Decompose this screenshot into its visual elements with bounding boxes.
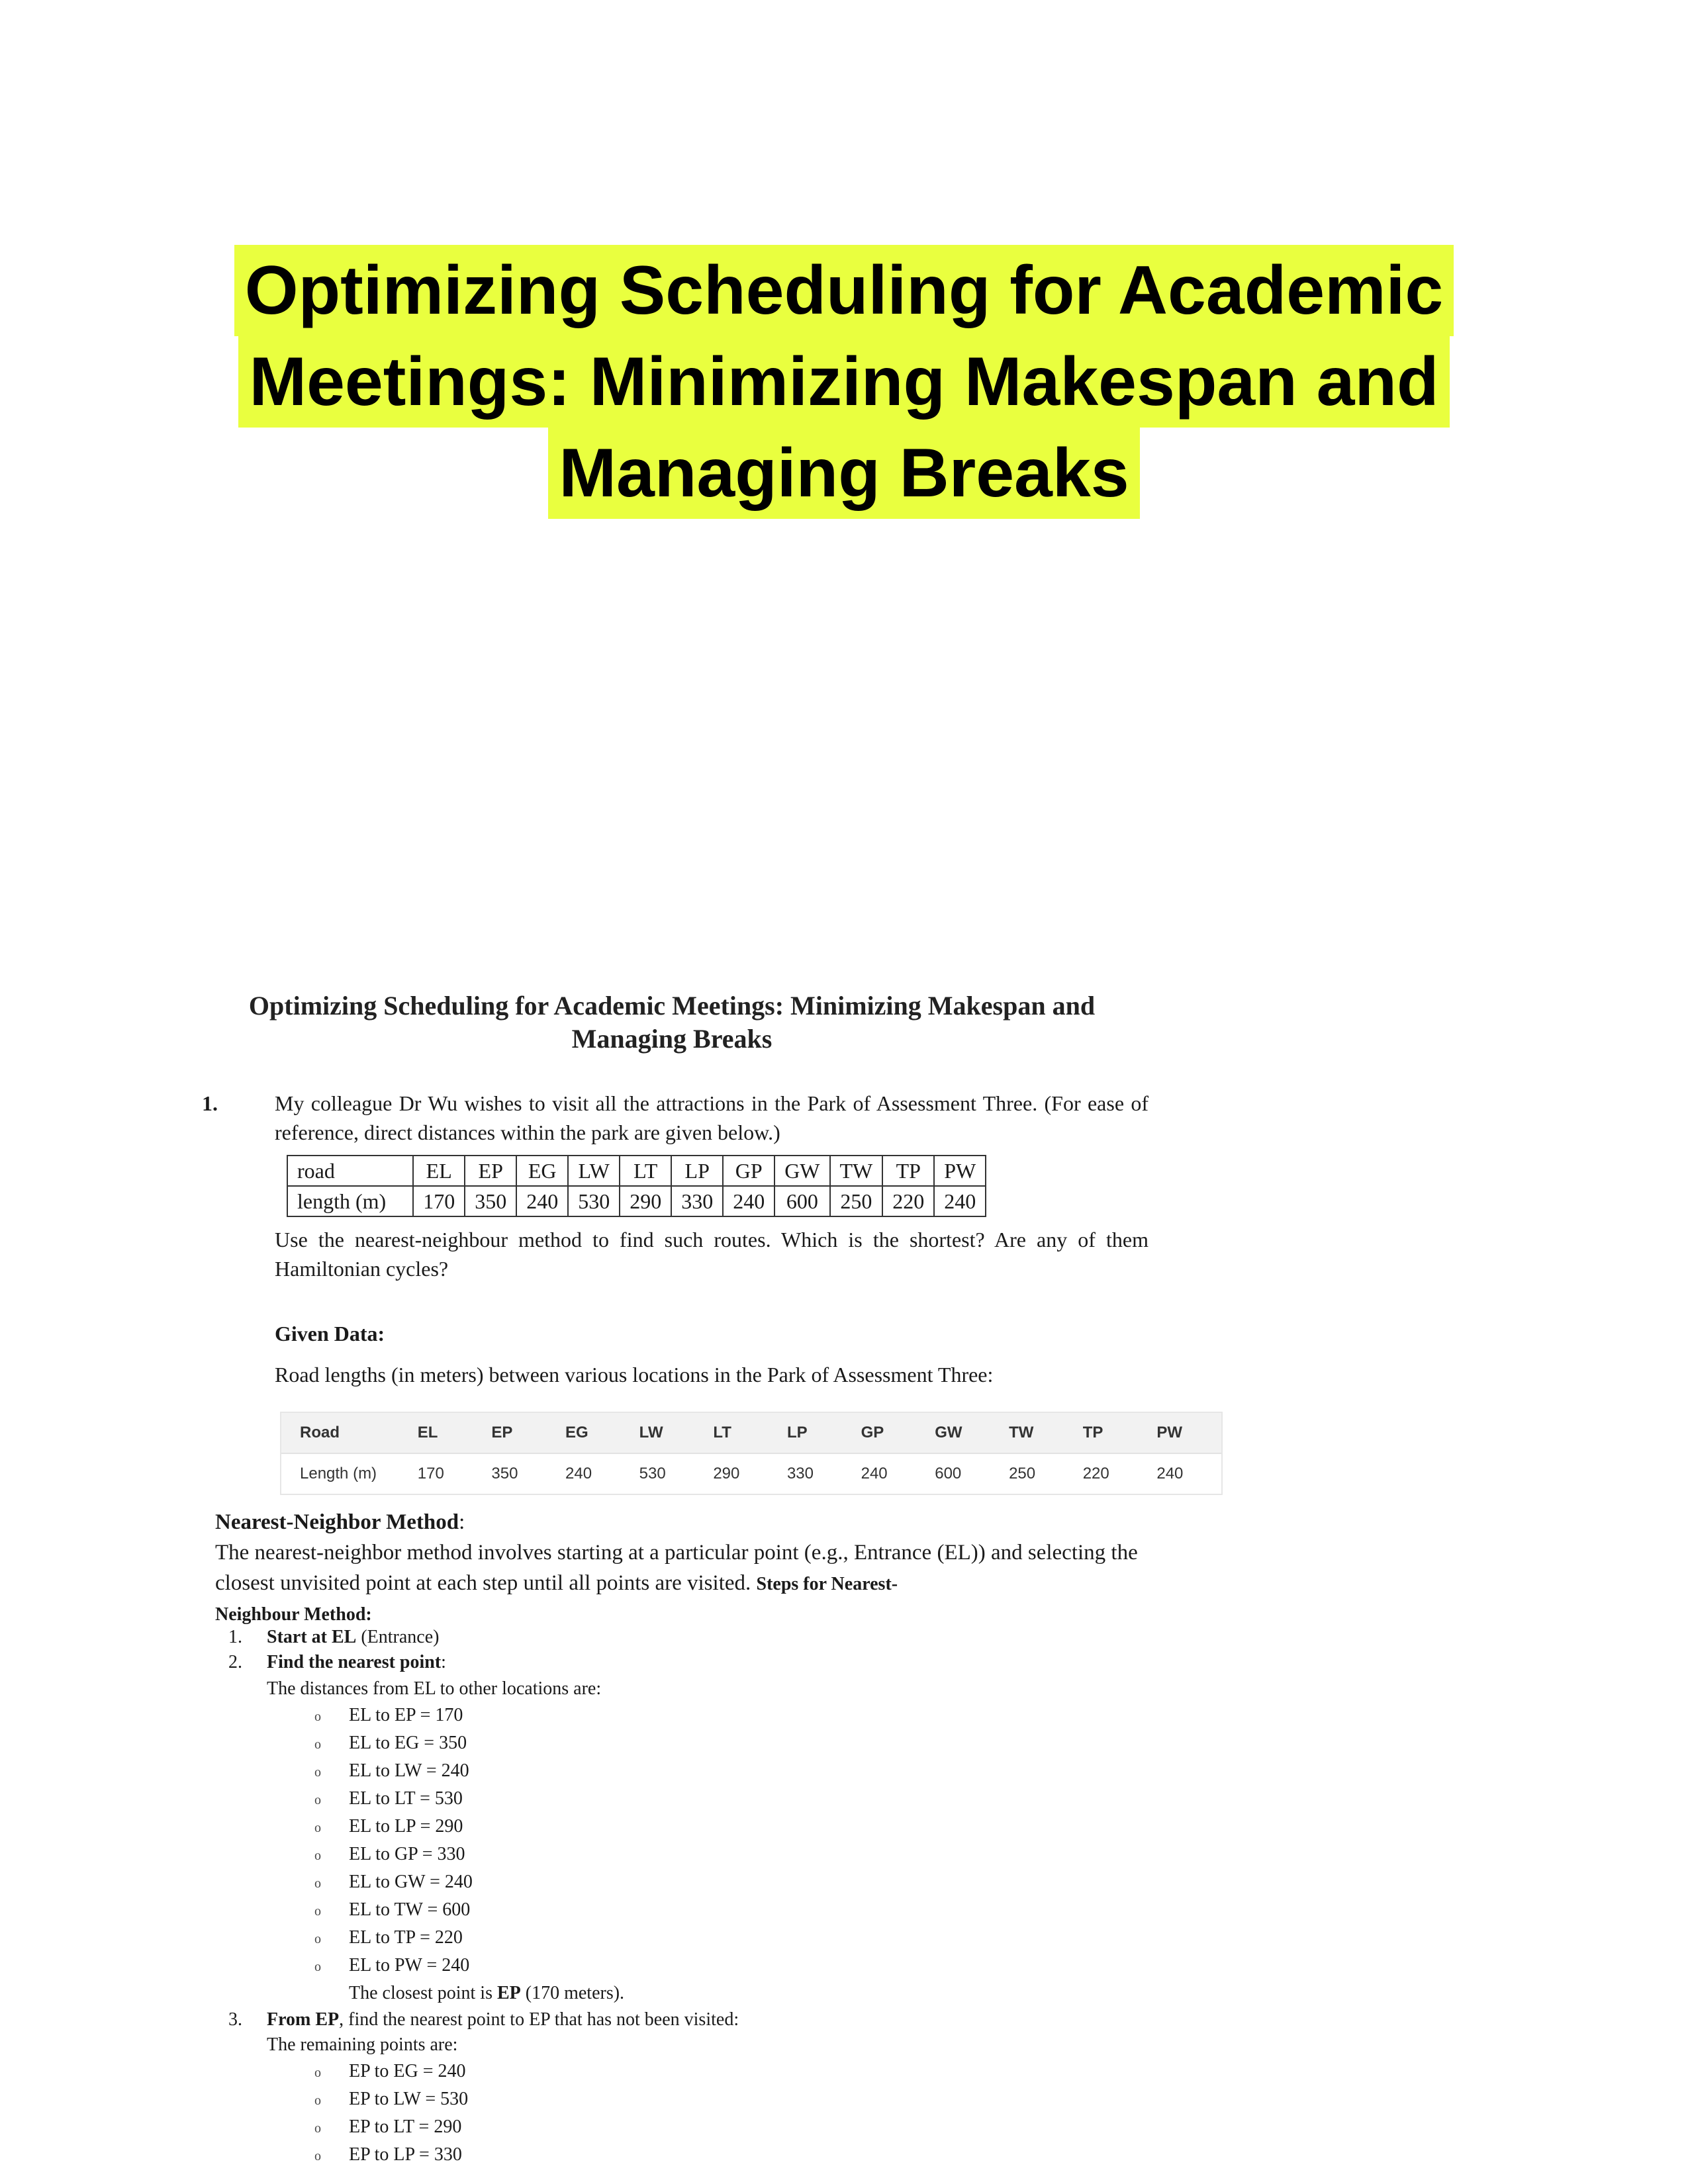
document-snapshot	[202, 989, 1221, 2165]
el-distance-item	[314, 1757, 469, 1786]
el-distance-item	[314, 1924, 463, 1953]
bullet-glyph: o	[314, 1737, 321, 1752]
closest-a: The closest point is	[349, 1983, 497, 2003]
table-cell: 220	[1074, 1453, 1148, 1494]
table-cell: Road	[281, 1413, 408, 1453]
nn-heading-text: Nearest-Neighbor Method	[215, 1510, 459, 1534]
bullet-glyph: o	[314, 1876, 321, 1891]
document-title-line-2: Managing Breaks	[571, 1024, 773, 1054]
table-cell: 220	[882, 1186, 934, 1216]
step-3	[228, 2006, 739, 2034]
table-cell: 290	[704, 1453, 778, 1494]
el-distance-item	[314, 1813, 463, 1842]
question-number: 1.	[202, 1091, 218, 1115]
el-distance-item	[314, 1785, 463, 1814]
table-cell: LP	[671, 1156, 723, 1186]
cover-title-line-2: Meetings: Minimizing Makespan and	[238, 336, 1449, 428]
given-data-text: Road lengths (in meters) between various locations in the Park of Assessment Three:	[275, 1363, 994, 1387]
nn-description	[215, 1537, 1155, 1629]
step-1-bold: Start at EL	[267, 1627, 357, 1647]
table-cell: LP	[778, 1413, 852, 1453]
closest-c: (170 meters).	[520, 1983, 625, 2003]
clean-table-length-row	[281, 1453, 1221, 1494]
bullet-glyph: o	[314, 1960, 321, 1974]
table-cell: LW	[568, 1156, 620, 1186]
el-distance-text: EL to LP = 290	[349, 1816, 463, 1837]
el-distance-text: EL to GP = 330	[349, 1844, 465, 1864]
bullet-glyph: o	[314, 2066, 321, 2080]
table-cell: Length (m)	[281, 1453, 408, 1494]
table-cell: 240	[723, 1186, 774, 1216]
ep-distance-item	[314, 2058, 466, 2087]
step-1	[228, 1623, 439, 1651]
table-cell: TW	[1000, 1413, 1074, 1453]
document-title-line-1: Optimizing Scheduling for Academic Meetings: Minimizing Makespan and	[248, 991, 1096, 1021]
el-distance-text: EL to GW = 240	[349, 1872, 473, 1892]
clean-table-header-row	[281, 1413, 1221, 1453]
closest-point-note	[349, 1979, 624, 2007]
table-cell: road	[287, 1156, 413, 1186]
table-cell: GW	[925, 1413, 1000, 1453]
table-cell: 600	[774, 1186, 829, 1216]
nn-heading-colon: :	[459, 1510, 465, 1534]
bullet-glyph: o	[314, 1848, 321, 1863]
ep-distance-item	[314, 2141, 462, 2170]
el-distance-text: EL to EP = 170	[349, 1705, 463, 1725]
table-cell: 350	[465, 1186, 516, 1216]
ep-distance-text: EP to LT = 290	[349, 2116, 462, 2137]
road-table-length-row	[287, 1186, 986, 1216]
table-cell: 240	[1147, 1453, 1221, 1494]
el-distance-text: EL to PW = 240	[349, 1955, 470, 1976]
nn-steps-heading-b: Neighbour Method:	[215, 1604, 372, 1625]
el-distance-item	[314, 1729, 467, 1758]
step-2-intro: The distances from EL to other locations are:	[267, 1678, 602, 1699]
step-2	[228, 1649, 446, 1676]
cover-title	[0, 245, 1688, 519]
el-distance-item	[314, 1868, 473, 1897]
bullet-glyph: o	[314, 2121, 321, 2136]
nn-description-text: The nearest-neighbor method involves starting at a particular point (e.g., Entrance (EL)) and selecting the closest unvisited point at each step until all points are visited.	[215, 1541, 1138, 1595]
table-cell: 600	[925, 1453, 1000, 1494]
table-cell: 250	[1000, 1453, 1074, 1494]
cover-title-line-1: Optimizing Scheduling for Academic	[234, 245, 1454, 336]
bullet-glyph: o	[314, 1821, 321, 1835]
el-distance-text: EL to TW = 600	[349, 1899, 471, 1920]
table-cell: TP	[1074, 1413, 1148, 1453]
bullet-glyph: o	[314, 1793, 321, 1807]
table-cell: 240	[556, 1453, 630, 1494]
step-2-number: 2.	[228, 1652, 242, 1672]
el-distance-item	[314, 1952, 469, 1981]
cover-title-line-3: Managing Breaks	[548, 428, 1139, 519]
table-cell: 240	[934, 1186, 986, 1216]
el-distance-text: EL to EG = 350	[349, 1733, 467, 1753]
table-cell: LW	[630, 1413, 704, 1453]
table-cell: 530	[630, 1453, 704, 1494]
ep-distance-item	[314, 2085, 468, 2115]
bullet-glyph: o	[314, 1932, 321, 1946]
given-data-heading: Given Data:	[275, 1322, 385, 1345]
table-cell: TW	[830, 1156, 883, 1186]
table-cell: 250	[830, 1186, 883, 1216]
step-3-intro: The remaining points are:	[267, 2034, 458, 2055]
table-cell: PW	[1147, 1413, 1221, 1453]
table-cell: 170	[413, 1186, 465, 1216]
step-3-number: 3.	[228, 2009, 242, 2030]
road-length-table	[287, 1155, 986, 1217]
nn-heading	[215, 1507, 1155, 1537]
document-title	[202, 989, 1142, 1056]
table-cell: EL	[413, 1156, 465, 1186]
table-cell: TP	[882, 1156, 934, 1186]
bullet-glyph: o	[314, 1709, 321, 1724]
step-3-rest: , find the nearest point to EP that has not been visited:	[339, 2009, 739, 2030]
el-distance-item	[314, 1841, 465, 1870]
step-2-bold: Find the nearest point	[267, 1652, 442, 1672]
table-cell: EP	[482, 1413, 556, 1453]
table-cell: EL	[408, 1413, 483, 1453]
bullet-glyph: o	[314, 2149, 321, 2163]
nn-steps-heading-a: Steps for Nearest-	[756, 1574, 898, 1594]
table-cell: 330	[671, 1186, 723, 1216]
ep-distance-text: EP to LW = 530	[349, 2089, 469, 2109]
bullet-glyph: o	[314, 1904, 321, 1919]
el-distance-item	[314, 1896, 470, 1925]
table-cell: LT	[620, 1156, 671, 1186]
road-table-header-row	[287, 1156, 986, 1186]
ep-distance-item	[314, 2113, 461, 2142]
el-distance-item	[314, 1702, 463, 1731]
question-text: My colleague Dr Wu wishes to visit all the attractions in the Park of Assessment Three. (For ease of reference, direct distances within the park are given below.)	[275, 1091, 1149, 1144]
table-cell: GW	[774, 1156, 829, 1186]
el-distance-text: EL to TP = 220	[349, 1927, 463, 1948]
table-cell: LT	[704, 1413, 778, 1453]
table-cell: 530	[568, 1186, 620, 1216]
bullet-glyph: o	[314, 2093, 321, 2108]
el-distance-text: EL to LT = 530	[349, 1788, 463, 1809]
table-cell: GP	[852, 1413, 926, 1453]
step-1-number: 1.	[228, 1627, 242, 1647]
closest-b: EP	[496, 1983, 521, 2003]
table-cell: 170	[408, 1453, 483, 1494]
table-cell: GP	[723, 1156, 774, 1186]
table-cell: 350	[482, 1453, 556, 1494]
ep-distance-text: EP to LP = 330	[349, 2144, 462, 2165]
el-distance-text: EL to LW = 240	[349, 1760, 469, 1781]
table-cell: 290	[620, 1186, 671, 1216]
table-cell: EG	[516, 1156, 568, 1186]
question-followup: Use the nearest-neighbour method to find such routes. Which is the shortest? Are any of them Hamiltonian cycles?	[275, 1228, 1149, 1281]
bullet-glyph: o	[314, 1765, 321, 1780]
table-cell: EG	[556, 1413, 630, 1453]
table-cell: length (m)	[287, 1186, 413, 1216]
step-1-rest: (Entrance)	[356, 1627, 440, 1647]
ep-distance-text: EP to EG = 240	[349, 2061, 466, 2081]
table-cell: 240	[852, 1453, 926, 1494]
table-cell: 240	[516, 1186, 568, 1216]
step-3-bold: From EP	[267, 2009, 340, 2030]
table-cell: EP	[465, 1156, 516, 1186]
table-cell: 330	[778, 1453, 852, 1494]
table-cell: PW	[934, 1156, 986, 1186]
step-2-rest: :	[441, 1652, 446, 1672]
road-length-clean-table	[281, 1413, 1221, 1494]
